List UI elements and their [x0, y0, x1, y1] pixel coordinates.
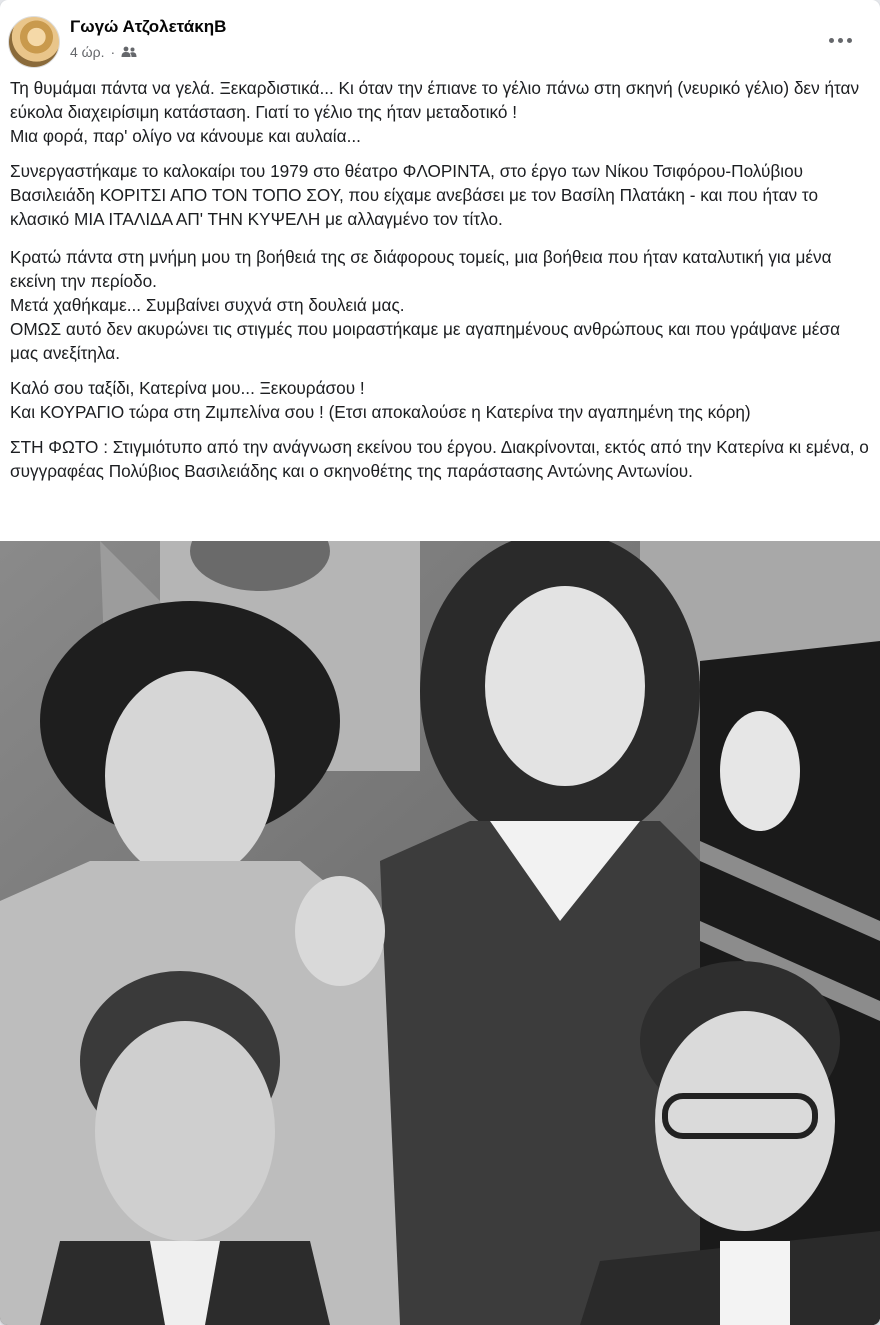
- avatar[interactable]: [8, 16, 60, 68]
- friends-icon[interactable]: [121, 46, 137, 58]
- text-line: Μετά χαθήκαμε... Συμβαίνει συχνά στη δουλειά μας.: [10, 295, 405, 315]
- dot-1: [829, 38, 834, 43]
- text-line: Μια φορά, παρ' ολίγο να κάνουμε και αυλαία...: [10, 126, 361, 146]
- meta-separator: ·: [110, 44, 116, 60]
- dot-2: [838, 38, 843, 43]
- paragraph-4: [10, 376, 872, 424]
- text-line: Καλό σου ταξίδι, Κατερίνα μου... Ξεκουράσου !: [10, 378, 365, 398]
- dot-3: [847, 38, 852, 43]
- text-line: ΣΤΗ ΦΩΤΟ : Στιγμιότυπο από την ανάγνωση εκείνου του έργου. Διακρίνονται, εκτός από την Κατερίνα κι εμένα, ο συγγραφέας Πολύβιος Βασιλειάδης και ο σκηνοθέτης της παράστασης Αντώνης Αντωνίου.: [10, 437, 869, 481]
- paragraph-1: [10, 76, 872, 148]
- paragraph-3: [10, 245, 872, 365]
- text-line: Συνεργαστήκαμε το καλοκαίρι του 1979 στο θέατρο ΦΛΟΡΙΝΤΑ, στο έργο των Νίκου Τσιφόρου-Πολύβιου Βασιλειάδη ΚΟΡΙΤΣΙ ΑΠΟ ΤΟΝ ΤΟΠΟ ΣΟΥ, που είχαμε ανεβάσει με τον Βασίλη Πλατάκη - και που ήταν το κλασικό ΜΙΑ ΙΤΑΛΙΔΑ ΑΠ' ΤΗΝ ΚΥΨΕΛΗ με αλλαγμένο τον τίτλο.: [10, 161, 818, 229]
- post-meta: [70, 44, 137, 60]
- post-header: [0, 0, 880, 72]
- text-line: Τη θυμάμαι πάντα να γελά. Ξεκαρδιστικά... Κι όταν την έπιανε το γέλιο πάνω στη σκηνή (νευρικό γέλιο) δεν ήταν εύκολα διαχειρίσιμη κατάσταση. Γιατί το γέλιο της ήταν μεταδοτικό !: [10, 78, 860, 122]
- post-photo[interactable]: [0, 541, 880, 1325]
- text-line: Και ΚΟΥΡΑΓΙΟ τώρα στη Ζιμπελίνα σου ! (Ετσι αποκαλούσε η Κατερίνα την αγαπημένη της κόρη): [10, 402, 751, 422]
- text-line: Κρατώ πάντα στη μνήμη μου τη βοήθειά της σε διάφορους τομείς, μια βοήθεια που ήταν καταλυτική για μένα εκείνη την περίοδο.: [10, 247, 832, 291]
- author-name[interactable]: Γωγώ ΑτζολετάκηΒ: [70, 17, 227, 36]
- more-options-icon[interactable]: [822, 28, 858, 52]
- photo-illustration: [0, 541, 880, 1325]
- text-line: ΟΜΩΣ αυτό δεν ακυρώνει τις στιγμές που μοιραστήκαμε με αγαπημένους ανθρώπους και που γράψανε μέσα μας ανεξίτηλα.: [10, 319, 841, 363]
- post-time[interactable]: 4 ώρ.: [70, 44, 105, 60]
- paragraph-2: [10, 159, 872, 231]
- paragraph-5: [10, 435, 872, 483]
- post-text: [10, 76, 872, 483]
